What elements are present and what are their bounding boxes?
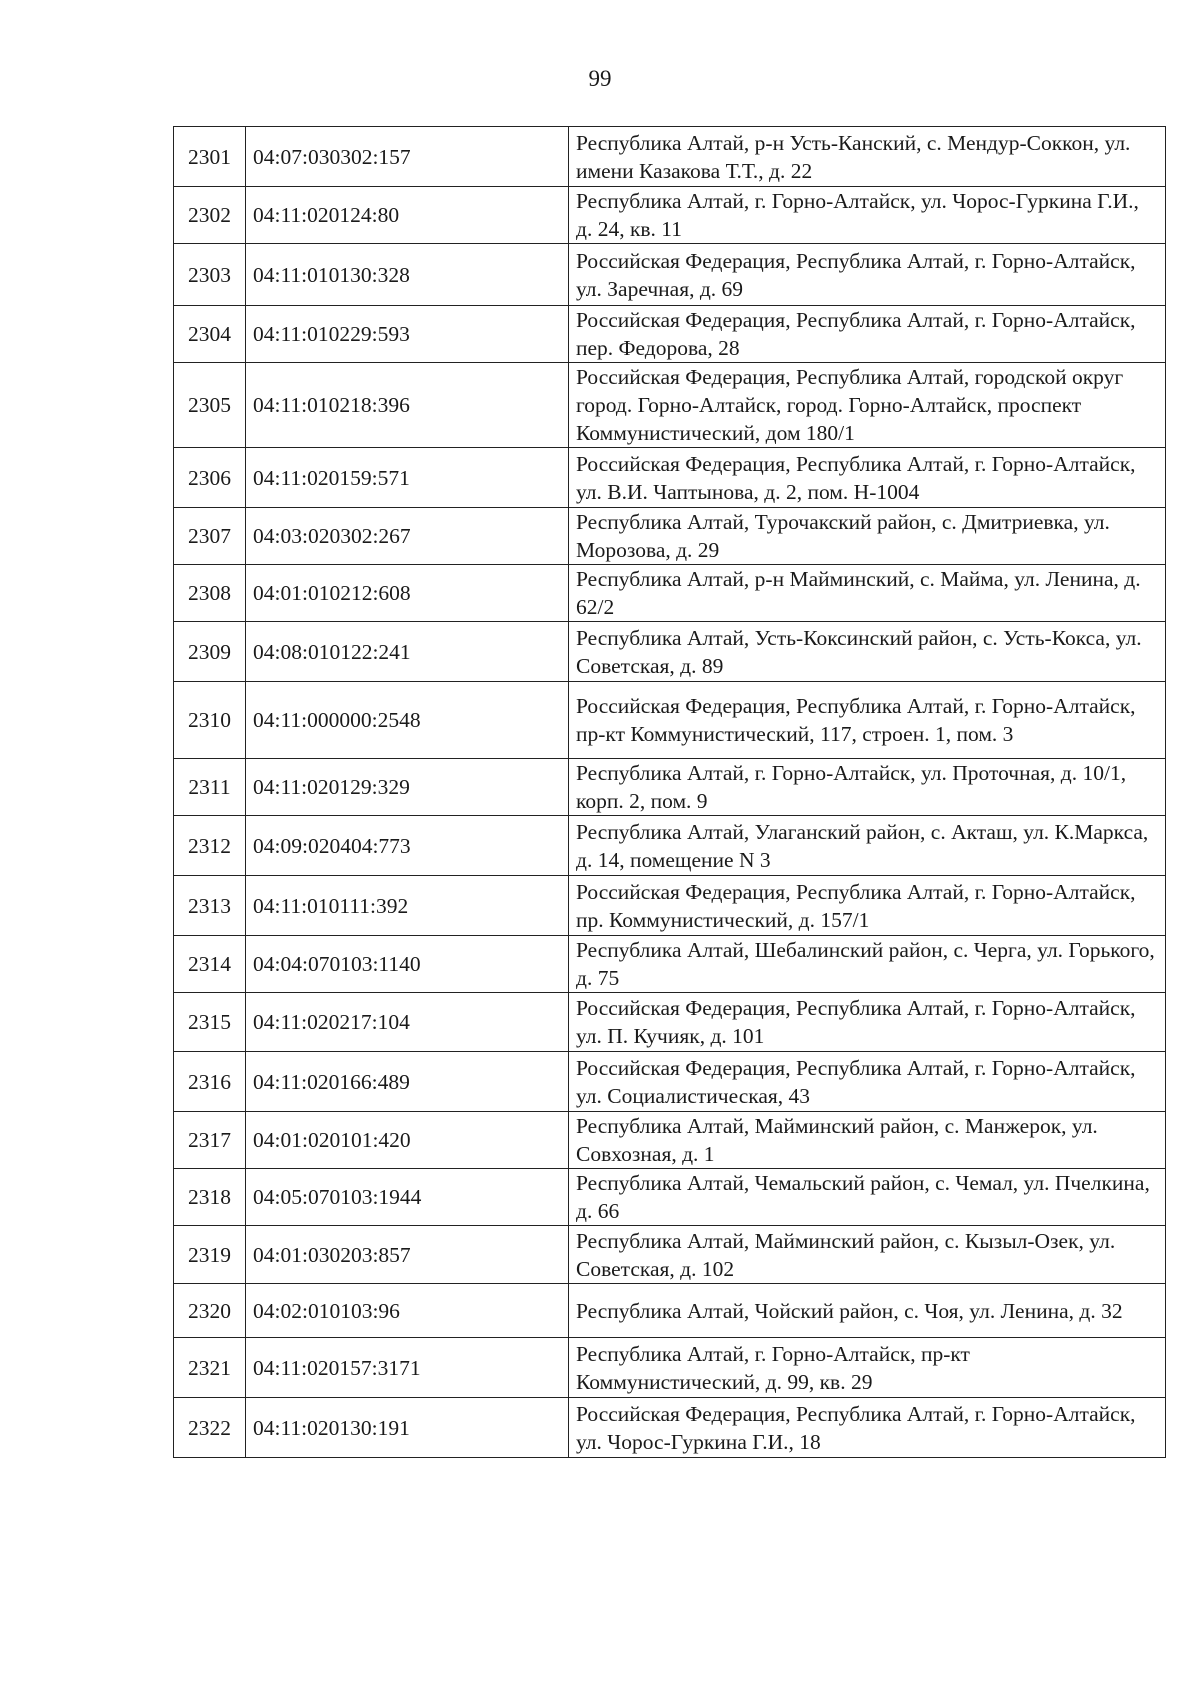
- address-cell: Российская Федерация, Республика Алтай, г. Горно-Алтайск, пр-кт Коммунистический, 117, строен. 1, пом. 3: [569, 682, 1166, 759]
- address-cell: Российская Федерация, Республика Алтай, г. Горно-Алтайск, ул. П. Кучияк, д. 101: [569, 993, 1166, 1052]
- cadastral-number-cell: 04:01:020101:420: [246, 1112, 569, 1169]
- address-cell: Республика Алтай, г. Горно-Алтайск, ул. Чорос-Гуркина Г.И., д. 24, кв. 11: [569, 187, 1166, 244]
- address-cell: Республика Алтай, Шебалинский район, с. Черга, ул. Горького, д. 75: [569, 936, 1166, 993]
- table-row: [174, 187, 1166, 244]
- row-number-cell: 2321: [174, 1338, 246, 1398]
- table-row: [174, 1226, 1166, 1284]
- cadastral-number-cell: 04:11:020159:571: [246, 448, 569, 508]
- cadastral-number-cell: 04:09:020404:773: [246, 816, 569, 876]
- address-cell: Республика Алтай, Чойский район, с. Чоя, ул. Ленина, д. 32: [569, 1284, 1166, 1338]
- cadastral-number-cell: 04:11:020217:104: [246, 993, 569, 1052]
- cadastral-number-cell: 04:05:070103:1944: [246, 1169, 569, 1226]
- row-number-cell: 2311: [174, 759, 246, 816]
- cadastral-number-cell: 04:02:010103:96: [246, 1284, 569, 1338]
- table-row: [174, 244, 1166, 306]
- cadastral-number-cell: 04:01:030203:857: [246, 1226, 569, 1284]
- table-row: [174, 876, 1166, 936]
- cadastral-number-cell: 04:03:020302:267: [246, 508, 569, 565]
- cadastral-number-cell: 04:11:020129:329: [246, 759, 569, 816]
- row-number-cell: 2310: [174, 682, 246, 759]
- cadastral-number-cell: 04:11:010130:328: [246, 244, 569, 306]
- address-cell: Республика Алтай, р-н Майминский, с. Майма, ул. Ленина, д. 62/2: [569, 565, 1166, 622]
- registry-table-body: [174, 127, 1166, 1458]
- cadastral-number-cell: 04:04:070103:1140: [246, 936, 569, 993]
- address-cell: Российская Федерация, Республика Алтай, г. Горно-Алтайск, ул. Заречная, д. 69: [569, 244, 1166, 306]
- property-registry-table: [173, 126, 1166, 1458]
- row-number-cell: 2313: [174, 876, 246, 936]
- address-cell: Российская Федерация, Республика Алтай, г. Горно-Алтайск, пр. Коммунистический, д. 157/1: [569, 876, 1166, 936]
- address-cell: Российская Федерация, Республика Алтай, г. Горно-Алтайск, ул. Чорос-Гуркина Г.И., 18: [569, 1398, 1166, 1458]
- cadastral-number-cell: 04:11:010229:593: [246, 306, 569, 363]
- row-number-cell: 2316: [174, 1052, 246, 1112]
- address-cell: Республика Алтай, Чемальский район, с. Чемал, ул. Пчелкина, д. 66: [569, 1169, 1166, 1226]
- table-row: [174, 448, 1166, 508]
- cadastral-number-cell: 04:08:010122:241: [246, 622, 569, 682]
- address-cell: Российская Федерация, Республика Алтай, городской округ город. Горно-Алтайск, город. Горно-Алтайск, проспект Коммунистический, дом 180/1: [569, 363, 1166, 448]
- table-row: [174, 936, 1166, 993]
- table-row: [174, 363, 1166, 448]
- address-cell: Республика Алтай, Усть-Коксинский район, с. Усть-Кокса, ул. Советская, д. 89: [569, 622, 1166, 682]
- table-row: [174, 759, 1166, 816]
- address-cell: Республика Алтай, г. Горно-Алтайск, пр-кт Коммунистический, д. 99, кв. 29: [569, 1338, 1166, 1398]
- table-row: [174, 622, 1166, 682]
- address-cell: Республика Алтай, Майминский район, с. Манжерок, ул. Совхозная, д. 1: [569, 1112, 1166, 1169]
- row-number-cell: 2318: [174, 1169, 246, 1226]
- table-row: [174, 682, 1166, 759]
- table-row: [174, 306, 1166, 363]
- row-number-cell: 2306: [174, 448, 246, 508]
- table-row: [174, 1284, 1166, 1338]
- table-row: [174, 1338, 1166, 1398]
- row-number-cell: 2314: [174, 936, 246, 993]
- table-row: [174, 565, 1166, 622]
- row-number-cell: 2312: [174, 816, 246, 876]
- row-number-cell: 2322: [174, 1398, 246, 1458]
- address-cell: Российская Федерация, Республика Алтай, г. Горно-Алтайск, ул. Социалистическая, 43: [569, 1052, 1166, 1112]
- row-number-cell: 2301: [174, 127, 246, 187]
- address-cell: Республика Алтай, р-н Усть-Канский, с. Мендур-Соккон, ул. имени Казакова Т.Т., д. 22: [569, 127, 1166, 187]
- address-cell: Республика Алтай, г. Горно-Алтайск, ул. Проточная, д. 10/1, корп. 2, пом. 9: [569, 759, 1166, 816]
- address-cell: Республика Алтай, Турочакский район, с. Дмитриевка, ул. Морозова, д. 29: [569, 508, 1166, 565]
- table-row: [174, 1398, 1166, 1458]
- table-row: [174, 127, 1166, 187]
- row-number-cell: 2308: [174, 565, 246, 622]
- table-row: [174, 1112, 1166, 1169]
- page-number: 99: [588, 66, 612, 91]
- row-number-cell: 2303: [174, 244, 246, 306]
- table-row: [174, 816, 1166, 876]
- row-number-cell: 2319: [174, 1226, 246, 1284]
- cadastral-number-cell: 04:11:020157:3171: [246, 1338, 569, 1398]
- row-number-cell: 2309: [174, 622, 246, 682]
- address-cell: Республика Алтай, Майминский район, с. Кызыл-Озек, ул. Советская, д. 102: [569, 1226, 1166, 1284]
- cadastral-number-cell: 04:11:000000:2548: [246, 682, 569, 759]
- table-row: [174, 508, 1166, 565]
- address-cell: Российская Федерация, Республика Алтай, г. Горно-Алтайск, ул. В.И. Чаптынова, д. 2, пом. Н-1004: [569, 448, 1166, 508]
- cadastral-number-cell: 04:11:020166:489: [246, 1052, 569, 1112]
- cadastral-number-cell: 04:07:030302:157: [246, 127, 569, 187]
- address-cell: Республика Алтай, Улаганский район, с. Акташ, ул. К.Маркса, д. 14, помещение N 3: [569, 816, 1166, 876]
- row-number-cell: 2315: [174, 993, 246, 1052]
- cadastral-number-cell: 04:11:020130:191: [246, 1398, 569, 1458]
- table-row: [174, 993, 1166, 1052]
- row-number-cell: 2302: [174, 187, 246, 244]
- table-row: [174, 1052, 1166, 1112]
- cadastral-number-cell: 04:11:010218:396: [246, 363, 569, 448]
- row-number-cell: 2305: [174, 363, 246, 448]
- address-cell: Российская Федерация, Республика Алтай, г. Горно-Алтайск, пер. Федорова, 28: [569, 306, 1166, 363]
- row-number-cell: 2320: [174, 1284, 246, 1338]
- cadastral-number-cell: 04:11:020124:80: [246, 187, 569, 244]
- row-number-cell: 2304: [174, 306, 246, 363]
- cadastral-number-cell: 04:01:010212:608: [246, 565, 569, 622]
- row-number-cell: 2307: [174, 508, 246, 565]
- table-row: [174, 1169, 1166, 1226]
- cadastral-number-cell: 04:11:010111:392: [246, 876, 569, 936]
- row-number-cell: 2317: [174, 1112, 246, 1169]
